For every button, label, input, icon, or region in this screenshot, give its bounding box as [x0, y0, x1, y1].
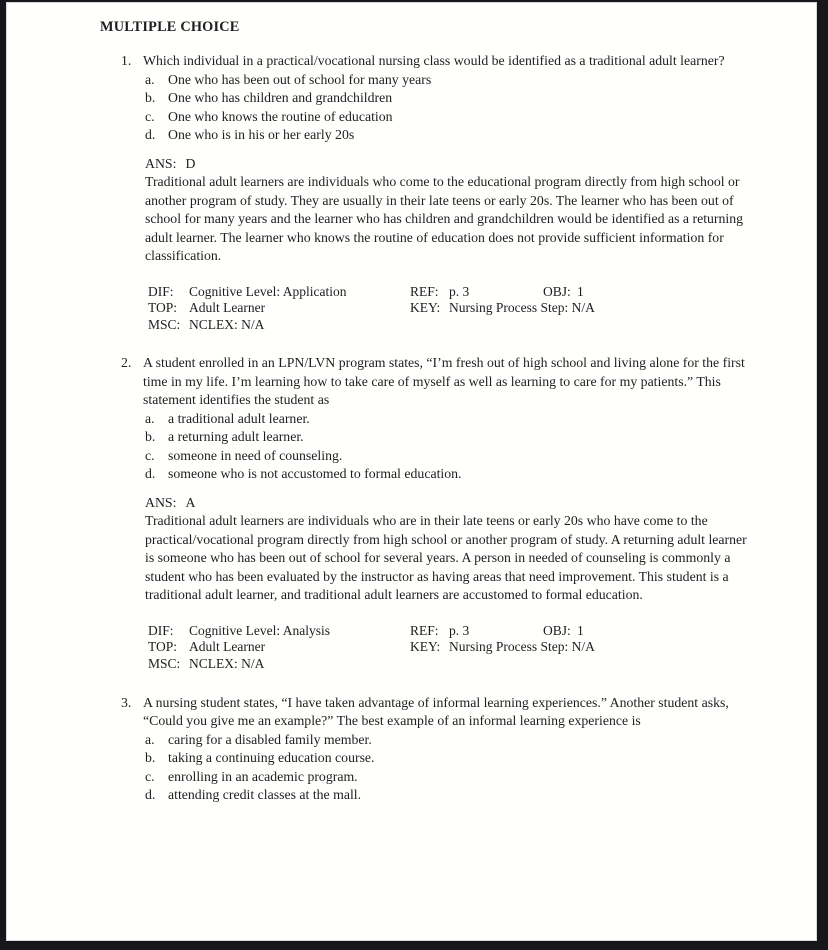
meta-msc-value: NCLEX: N/A — [189, 316, 265, 332]
question-item-3 — [121, 694, 816, 805]
answer-block — [143, 494, 756, 605]
option-row-c — [143, 447, 756, 466]
answer-line — [145, 494, 756, 513]
option-row-a — [143, 410, 756, 429]
meta-ref-value: p. 3 — [449, 283, 470, 299]
option-row-b — [143, 89, 756, 108]
option-text: taking a continuing education course. — [168, 750, 375, 766]
meta-top-value: Adult Learner — [189, 639, 266, 655]
option-text: caring for a disabled family member. — [168, 731, 372, 747]
option-letter: d. — [145, 127, 156, 142]
options-list — [143, 731, 756, 805]
meta-key-label: KEY: — [410, 300, 441, 316]
question-body — [143, 354, 756, 672]
meta-dif-label: DIF: — [148, 283, 174, 299]
option-row-b — [143, 428, 756, 447]
question-number: 3. — [121, 694, 132, 710]
answer-value: A — [185, 494, 196, 510]
meta-top-label: TOP: — [148, 300, 178, 316]
meta-dif-value: Cognitive Level: Application — [189, 283, 347, 299]
answer-label: ANS: — [145, 155, 177, 171]
option-text: One who is in his or her early 20s — [168, 127, 355, 142]
option-text: One who has been out of school for many years — [168, 71, 432, 87]
meta-msc-label: MSC: — [148, 655, 181, 671]
option-text: someone who is not accustomed to formal education. — [168, 466, 462, 482]
option-letter: c. — [145, 447, 155, 463]
question-body — [143, 52, 756, 333]
option-row-b — [143, 749, 756, 768]
option-row-c — [143, 108, 756, 127]
meta-ref-value: p. 3 — [449, 622, 470, 638]
option-letter: d. — [145, 466, 156, 482]
meta-top-value: Adult Learner — [189, 300, 266, 316]
metadata-row — [143, 656, 756, 673]
option-text: One who knows the routine of education — [168, 108, 393, 124]
option-row-a — [143, 731, 756, 750]
option-letter: b. — [145, 429, 156, 445]
option-text: a returning adult learner. — [168, 429, 304, 445]
question-stem: A student enrolled in an LPN/LVN program states, “I’m fresh out of high school and living alone for the first time in my life. I’m learning how to take care of myself as well as learning to care for my patients.” This statement identifies the student as — [143, 355, 745, 408]
meta-top-label: TOP: — [148, 639, 178, 655]
meta-obj-value: 1 — [577, 622, 584, 638]
option-row-d — [143, 786, 756, 805]
question-stem: A nursing student states, “I have taken advantage of informal learning experiences.” Another student asks, “Could you give me an example?” The best example of an informal learning experience is — [143, 694, 729, 729]
question-list — [7, 36, 816, 805]
meta-ref-label: REF: — [410, 283, 439, 299]
question-body — [143, 694, 756, 805]
option-letter: c. — [145, 108, 155, 124]
meta-msc-label: MSC: — [148, 316, 181, 332]
section-heading: MULTIPLE CHOICE — [100, 19, 240, 35]
question-stem: Which individual in a practical/vocational nursing class would be identified as a traditional adult learner? — [143, 53, 725, 68]
question-number: 1. — [121, 53, 132, 68]
meta-key-value: Nursing Process Step: N/A — [449, 300, 595, 316]
option-letter: d. — [145, 787, 156, 803]
metadata-row — [143, 317, 756, 334]
meta-dif-label: DIF: — [148, 622, 174, 638]
meta-key-value: Nursing Process Step: N/A — [449, 639, 595, 655]
meta-obj-label: OBJ: — [543, 283, 571, 299]
option-letter: c. — [145, 768, 155, 784]
option-text: a traditional adult learner. — [168, 410, 310, 426]
meta-ref-label: REF: — [410, 622, 439, 638]
meta-msc-value: NCLEX: N/A — [189, 655, 265, 671]
option-row-a — [143, 71, 756, 90]
options-list — [143, 410, 756, 484]
metadata-row — [143, 300, 756, 317]
option-text: enrolling in an academic program. — [168, 768, 358, 784]
option-letter: a. — [145, 71, 155, 87]
option-row-d — [143, 465, 756, 484]
option-letter: a. — [145, 410, 155, 426]
option-letter: a. — [145, 731, 155, 747]
option-row-d — [143, 126, 756, 145]
metadata-row — [143, 623, 756, 640]
option-letter: b. — [145, 90, 156, 105]
answer-line — [145, 155, 756, 174]
meta-key-label: KEY: — [410, 639, 441, 655]
question-item-1 — [121, 52, 816, 333]
answer-rationale: Traditional adult learners are individuals who come to the educational program directly from high school or another program of study. They are usually in their late teens or early 20s. The learner who has been out of school for many years and the learner who has children and grandchildren would be identified as a returning adult learner. The learner who knows the routine of education does not provide sufficient information for classification. — [145, 174, 744, 263]
meta-obj-value: 1 — [577, 283, 584, 299]
answer-label: ANS: — [145, 494, 177, 510]
answer-block — [143, 155, 756, 266]
metadata-row — [143, 284, 756, 301]
option-letter: b. — [145, 750, 156, 766]
document-page — [6, 2, 817, 941]
option-text: One who has children and grandchildren — [168, 90, 393, 105]
metadata-row — [143, 639, 756, 656]
option-row-c — [143, 768, 756, 787]
question-number: 2. — [121, 355, 132, 371]
metadata-block — [143, 623, 756, 673]
answer-value: D — [185, 155, 196, 171]
meta-obj-label: OBJ: — [543, 622, 571, 638]
answer-rationale: Traditional adult learners are individuals who are in their late teens or early 20s who have come to the practical/vocational program directly from high school or another program of study. A returning adult learner is someone who has been out of school for several years. A person in needed of counseling is commonly a student who has been evaluated by the instructor as having areas that need improvement. This student is a traditional adult learner, and traditional adult learners are accustomed to formal education. — [145, 513, 747, 603]
metadata-block — [143, 284, 756, 334]
option-text: someone in need of counseling. — [168, 447, 343, 463]
meta-dif-value: Cognitive Level: Analysis — [189, 622, 330, 638]
question-item-2 — [121, 354, 816, 672]
option-text: attending credit classes at the mall. — [168, 787, 362, 803]
options-list — [143, 71, 756, 145]
